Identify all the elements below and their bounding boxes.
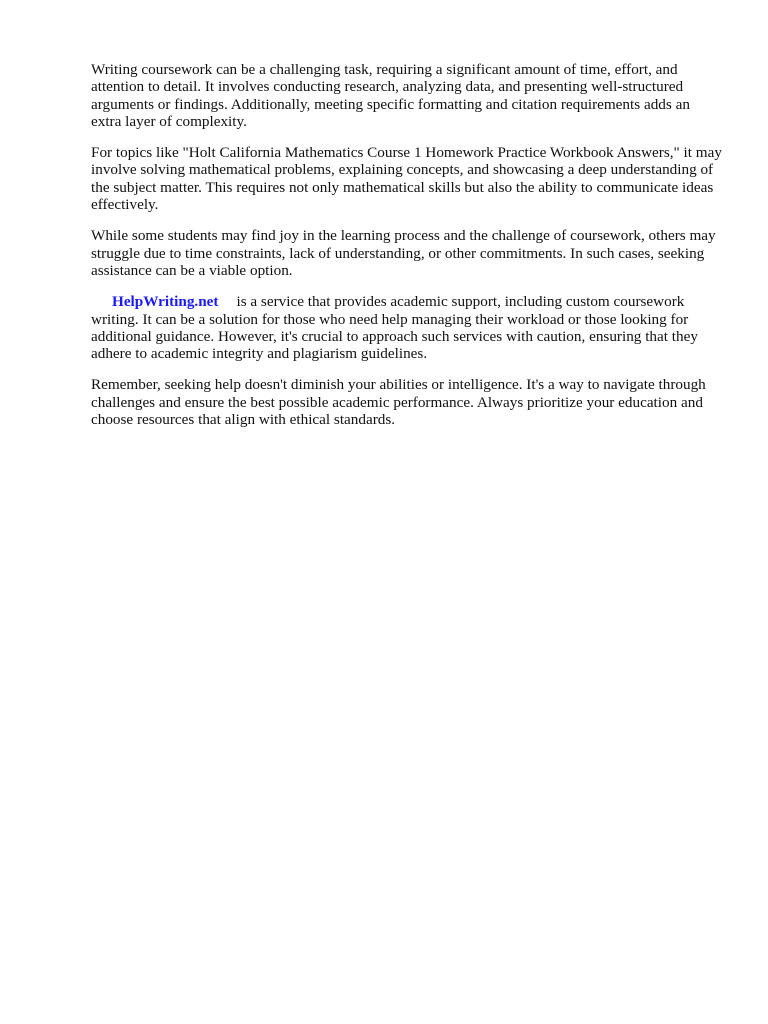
paragraph-struggle: While some students may find joy in the learning process and the challenge of coursework, others may struggle due to time constraints, lack of understanding, or other commitments. In such cases, seeking assistance can be a viable option.	[91, 227, 716, 279]
helpwriting-link[interactable]: HelpWriting.net	[112, 293, 219, 311]
service-description: is a service that provides academic support, including custom coursework writing. It can be a solution for those who need help managing their workload or those looking for additional guidance. However, it's crucial to approach such services with caution, ensuring that they adhere to academic integrity and plagiarism guidelines.	[91, 293, 698, 363]
paragraph-topic: For topics like "Holt California Mathematics Course 1 Homework Practice Workbook Answers," it may involve solving mathematical problems, explaining concepts, and showcasing a deep understanding of the subject matter. This requires not only mathematical skills but also the ability to communicate ideas effectively.	[91, 144, 722, 214]
paragraph-intro: Writing coursework can be a challenging task, requiring a significant amount of time, effort, and attention to detail. It involves conducting research, analyzing data, and presenting well-structured arguments or findings. Additionally, meeting specific formatting and citation requirements adds an extra layer of complexity.	[91, 61, 690, 130]
paragraph-service	[91, 293, 723, 362]
document-body	[91, 61, 723, 442]
paragraph-closing: Remember, seeking help doesn't diminish your abilities or intelligence. It's a way to navigate through challenges and ensure the best possible academic performance. Always prioritize your education and choose resources that align with ethical standards.	[91, 376, 706, 429]
